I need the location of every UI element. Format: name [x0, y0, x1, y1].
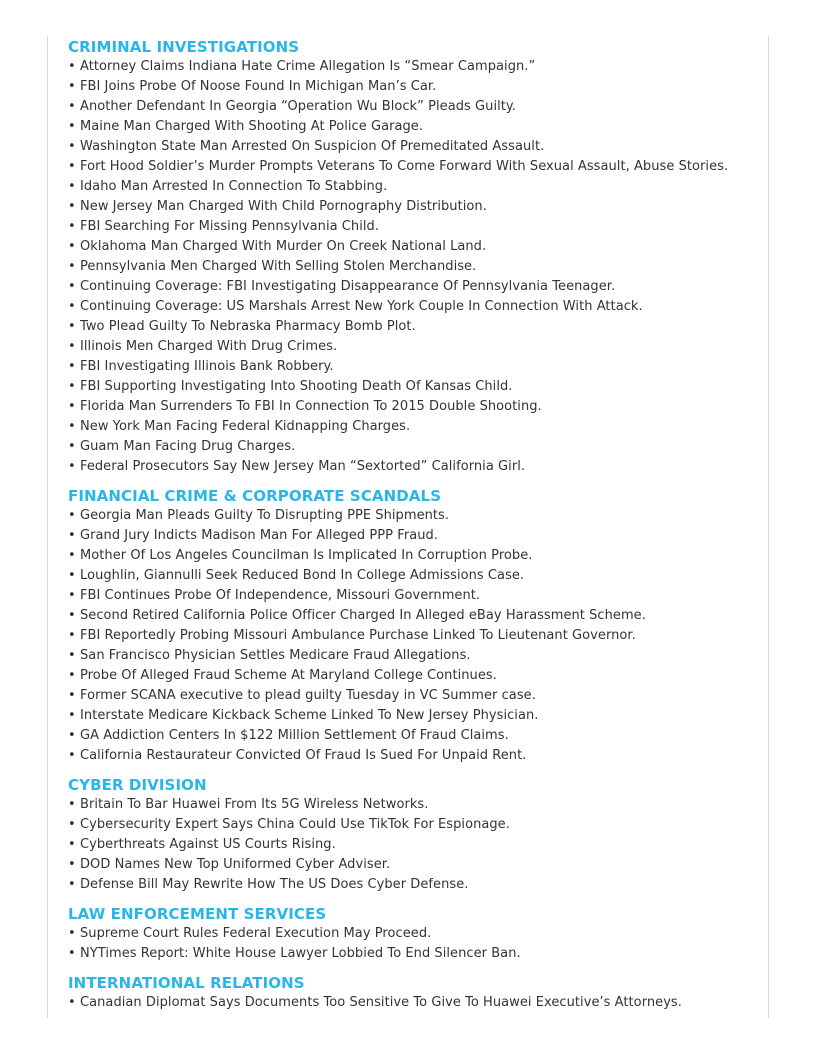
bullet-icon: •: [68, 877, 76, 892]
headline-text[interactable]: Grand Jury Indicts Madison Man For Alleged PPP Fraud.: [80, 528, 438, 543]
bullet-icon: •: [68, 99, 76, 114]
headline-text[interactable]: New Jersey Man Charged With Child Pornography Distribution.: [80, 199, 487, 214]
headline-text[interactable]: California Restaurateur Convicted Of Fraud Is Sued For Unpaid Rent.: [80, 748, 527, 763]
headline-item[interactable]: [68, 626, 768, 646]
bullet-icon: •: [68, 139, 76, 154]
bullet-icon: •: [68, 159, 76, 174]
headline-text[interactable]: San Francisco Physician Settles Medicare Fraud Allegations.: [80, 648, 471, 663]
bullet-icon: •: [68, 857, 76, 872]
section-heading: INTERNATIONAL RELATIONS: [68, 974, 305, 992]
headline-text[interactable]: Loughlin, Giannulli Seek Reduced Bond In College Admissions Case.: [80, 568, 525, 583]
headline-item[interactable]: [68, 666, 768, 686]
headline-text[interactable]: Former SCANA executive to plead guilty Tuesday in VC Summer case.: [80, 688, 536, 703]
headline-item[interactable]: [68, 457, 768, 477]
headline-text[interactable]: Another Defendant In Georgia “Operation Wu Block” Pleads Guilty.: [80, 99, 516, 114]
left-margin-rule: [47, 36, 48, 1018]
headline-item[interactable]: [68, 726, 768, 746]
bullet-icon: •: [68, 837, 76, 852]
bullet-icon: •: [68, 608, 76, 623]
bullet-icon: •: [68, 797, 76, 812]
headline-text[interactable]: Supreme Court Rules Federal Execution May Proceed.: [80, 926, 432, 941]
headline-item[interactable]: [68, 137, 768, 157]
headline-item[interactable]: [68, 177, 768, 197]
headline-item[interactable]: [68, 157, 768, 177]
bullet-icon: •: [68, 628, 76, 643]
headline-list: [68, 57, 768, 477]
bullet-icon: •: [68, 339, 76, 354]
headline-list: [68, 795, 768, 895]
bullet-icon: •: [68, 708, 76, 723]
headline-text[interactable]: Guam Man Facing Drug Charges.: [80, 439, 296, 454]
section-heading: CRIMINAL INVESTIGATIONS: [68, 38, 300, 56]
headline-item[interactable]: [68, 924, 768, 944]
headline-item[interactable]: [68, 526, 768, 546]
bullet-icon: •: [68, 728, 76, 743]
bullet-icon: •: [68, 528, 76, 543]
headline-text[interactable]: FBI Joins Probe Of Noose Found In Michigan Man’s Car.: [80, 79, 437, 94]
section-cyber-division: [68, 775, 768, 895]
section-criminal-investigations: [68, 37, 768, 477]
headline-item[interactable]: [68, 117, 768, 137]
headline-text[interactable]: Illinois Men Charged With Drug Crimes.: [80, 339, 338, 354]
bullet-icon: •: [68, 259, 76, 274]
headline-text[interactable]: Fort Hood Soldier’s Murder Prompts Veterans To Come Forward With Sexual Assault, Abuse Stories.: [80, 159, 729, 174]
headline-text[interactable]: Continuing Coverage: FBI Investigating Disappearance Of Pennsylvania Teenager.: [80, 279, 616, 294]
headline-item[interactable]: [68, 646, 768, 666]
headline-text[interactable]: Britain To Bar Huawei From Its 5G Wireless Networks.: [80, 797, 429, 812]
headline-text[interactable]: NYTimes Report: White House Lawyer Lobbied To End Silencer Ban.: [80, 946, 521, 961]
headline-item[interactable]: [68, 706, 768, 726]
headline-item[interactable]: [68, 746, 768, 766]
bullet-icon: •: [68, 817, 76, 832]
bullet-icon: •: [68, 995, 76, 1010]
right-margin-rule: [768, 36, 769, 1018]
headline-text[interactable]: FBI Searching For Missing Pennsylvania Child.: [80, 219, 380, 234]
section-heading: CYBER DIVISION: [68, 776, 207, 794]
bullet-icon: •: [68, 688, 76, 703]
headline-text[interactable]: Second Retired California Police Officer Charged In Alleged eBay Harassment Scheme.: [80, 608, 646, 623]
section-international-relations: [68, 973, 768, 1013]
headline-item[interactable]: [68, 337, 768, 357]
headline-text[interactable]: FBI Continues Probe Of Independence, Missouri Government.: [80, 588, 481, 603]
bullet-icon: •: [68, 379, 76, 394]
headline-item[interactable]: [68, 197, 768, 217]
bullet-icon: •: [68, 588, 76, 603]
headline-item[interactable]: [68, 397, 768, 417]
headline-text[interactable]: Federal Prosecutors Say New Jersey Man “Sextorted” California Girl.: [80, 459, 526, 474]
headline-text[interactable]: Mother Of Los Angeles Councilman Is Implicated In Corruption Probe.: [80, 548, 533, 563]
headline-text[interactable]: Cybersecurity Expert Says China Could Use TikTok For Espionage.: [80, 817, 510, 832]
headline-item[interactable]: [68, 835, 768, 855]
headline-item[interactable]: [68, 317, 768, 337]
headline-item[interactable]: [68, 437, 768, 457]
headline-item[interactable]: [68, 277, 768, 297]
headline-text[interactable]: Two Plead Guilty To Nebraska Pharmacy Bomb Plot.: [80, 319, 416, 334]
headline-text[interactable]: Canadian Diplomat Says Documents Too Sensitive To Give To Huawei Executive’s Attorneys.: [80, 995, 682, 1010]
bullet-icon: •: [68, 748, 76, 763]
bullet-icon: •: [68, 179, 76, 194]
headline-text[interactable]: Probe Of Alleged Fraud Scheme At Maryland College Continues.: [80, 668, 497, 683]
bullet-icon: •: [68, 219, 76, 234]
headline-list: [68, 506, 768, 766]
news-digest: [68, 37, 768, 1022]
headline-item[interactable]: [68, 686, 768, 706]
headline-text[interactable]: Georgia Man Pleads Guilty To Disrupting PPE Shipments.: [80, 508, 450, 523]
bullet-icon: •: [68, 399, 76, 414]
headline-list: [68, 993, 768, 1013]
bullet-icon: •: [68, 279, 76, 294]
headline-text[interactable]: Maine Man Charged With Shooting At Police Garage.: [80, 119, 424, 134]
bullet-icon: •: [68, 419, 76, 434]
headline-text[interactable]: Oklahoma Man Charged With Murder On Creek National Land.: [80, 239, 487, 254]
headline-item[interactable]: [68, 377, 768, 397]
headline-text[interactable]: Defense Bill May Rewrite How The US Does Cyber Defense.: [80, 877, 469, 892]
headline-item[interactable]: [68, 944, 768, 964]
bullet-icon: •: [68, 648, 76, 663]
headline-item[interactable]: [68, 795, 768, 815]
headline-item[interactable]: [68, 417, 768, 437]
headline-item[interactable]: [68, 217, 768, 237]
headline-item[interactable]: [68, 57, 768, 77]
section-financial-crime-corporate-scandals: [68, 486, 768, 766]
section-heading: FINANCIAL CRIME & CORPORATE SCANDALS: [68, 487, 442, 505]
headline-text[interactable]: FBI Investigating Illinois Bank Robbery.: [80, 359, 334, 374]
headline-text[interactable]: Continuing Coverage: US Marshals Arrest New York Couple In Connection With Attack.: [80, 299, 643, 314]
headline-text[interactable]: Interstate Medicare Kickback Scheme Linked To New Jersey Physician.: [80, 708, 539, 723]
headline-item[interactable]: [68, 297, 768, 317]
bullet-icon: •: [68, 319, 76, 334]
bullet-icon: •: [68, 119, 76, 134]
headline-text[interactable]: Attorney Claims Indiana Hate Crime Allegation Is “Smear Campaign.”: [80, 59, 536, 74]
headline-text[interactable]: Pennsylvania Men Charged With Selling Stolen Merchandise.: [80, 259, 477, 274]
bullet-icon: •: [68, 299, 76, 314]
headline-item[interactable]: [68, 875, 768, 895]
headline-text[interactable]: FBI Reportedly Probing Missouri Ambulance Purchase Linked To Lieutenant Governor.: [80, 628, 636, 643]
section-law-enforcement-services: [68, 904, 768, 964]
bullet-icon: •: [68, 568, 76, 583]
headline-text[interactable]: Washington State Man Arrested On Suspicion Of Premeditated Assault.: [80, 139, 545, 154]
bullet-icon: •: [68, 359, 76, 374]
headline-item[interactable]: [68, 855, 768, 875]
headline-item[interactable]: [68, 586, 768, 606]
bullet-icon: •: [68, 59, 76, 74]
headline-item[interactable]: [68, 993, 768, 1013]
headline-item[interactable]: [68, 357, 768, 377]
headline-item[interactable]: [68, 257, 768, 277]
bullet-icon: •: [68, 946, 76, 961]
headline-item[interactable]: [68, 77, 768, 97]
headline-item[interactable]: [68, 237, 768, 257]
headline-list: [68, 924, 768, 964]
bullet-icon: •: [68, 548, 76, 563]
headline-item[interactable]: [68, 546, 768, 566]
headline-item[interactable]: [68, 506, 768, 526]
bullet-icon: •: [68, 668, 76, 683]
headline-text[interactable]: DOD Names New Top Uniformed Cyber Adviser.: [80, 857, 391, 872]
bullet-icon: •: [68, 239, 76, 254]
headline-text[interactable]: Cyberthreats Against US Courts Rising.: [80, 837, 336, 852]
headline-text[interactable]: Idaho Man Arrested In Connection To Stabbing.: [80, 179, 388, 194]
headline-item[interactable]: [68, 566, 768, 586]
headline-text[interactable]: Florida Man Surrenders To FBI In Connection To 2015 Double Shooting.: [80, 399, 542, 414]
headline-text[interactable]: New York Man Facing Federal Kidnapping Charges.: [80, 419, 411, 434]
section-heading: LAW ENFORCEMENT SERVICES: [68, 905, 327, 923]
bullet-icon: •: [68, 508, 76, 523]
bullet-icon: •: [68, 439, 76, 454]
headline-item[interactable]: [68, 815, 768, 835]
bullet-icon: •: [68, 79, 76, 94]
headline-item[interactable]: [68, 606, 768, 626]
bullet-icon: •: [68, 459, 76, 474]
headline-item[interactable]: [68, 97, 768, 117]
headline-text[interactable]: GA Addiction Centers In $122 Million Settlement Of Fraud Claims.: [80, 728, 509, 743]
headline-text[interactable]: FBI Supporting Investigating Into Shooting Death Of Kansas Child.: [80, 379, 513, 394]
bullet-icon: •: [68, 199, 76, 214]
bullet-icon: •: [68, 926, 76, 941]
